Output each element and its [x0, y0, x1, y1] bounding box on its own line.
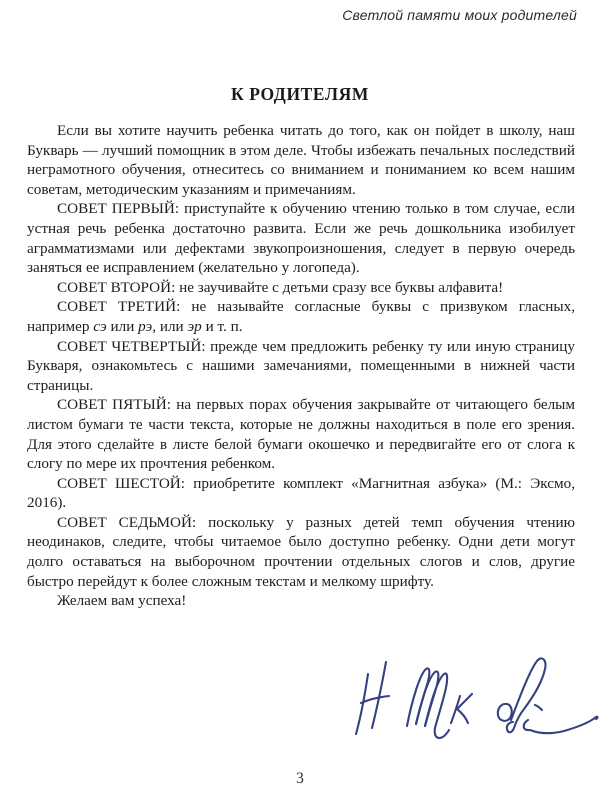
paragraph — [27, 474, 575, 513]
paragraph — [27, 278, 575, 298]
text-segment: Желаем вам успеха! — [57, 592, 187, 610]
text-segment: Если вы хотите научить ребенка читать до того, как он пойдет в школу, наш Букварь — лучший помощник в этом деле. Чтобы избежать печальных последствий неграмотного обучения, отнеситесь со вниманием и пониманием ко всем нашим советам, методическим указаниям и примечаниям. — [27, 122, 575, 198]
text-segment: СОВЕТ ЧЕТВЕРТЫЙ: прежде чем предложить ребенку ту или иную страницу Букваря, ознакомьтесь с нашими замечаниями, помещенными в нижней части страницы. — [27, 337, 575, 394]
signature-stroke — [372, 662, 386, 728]
paragraph — [27, 199, 575, 277]
paragraph — [27, 591, 575, 611]
text-segment: или — [106, 317, 139, 335]
text-segment: и т. п. — [201, 317, 243, 335]
text-segment: СОВЕТ ШЕСТОЙ: приобретите комплект «Магнитная азбука» (М.: Эксмо, 2016). — [27, 474, 575, 512]
signature-stroke — [535, 705, 542, 710]
signature-handwriting-icon — [350, 654, 600, 754]
text-segment: СОВЕТ ПЯТЫЙ: на первых порах обучения закрывайте от читающего белым листом бумаги те части текста, которые не должны находиться в поле его зрения. Для этого сделайте в листе белой бумаги окошечко и передвигайте его от слога к слогу по мере их прочтения ребенком. — [27, 396, 575, 473]
text-segment: СОВЕТ ПЕРВЫЙ: приступайте к обучению чтению только в том случае, если устная речь ребенка достаточно развита. Если же речь дошкольника изобилует аграмматизмами или дефектами звукопроизношения, следует в первую очередь заняться ее исправлением (желательно у логопеда). — [27, 200, 575, 277]
signature-stroke — [498, 704, 512, 721]
page-number: 3 — [296, 770, 304, 787]
text-segment: эр — [187, 317, 202, 335]
paragraph — [27, 337, 575, 396]
text-segment: сэ — [93, 317, 107, 335]
paragraph — [27, 395, 575, 473]
paragraph — [27, 297, 575, 336]
text-segment: СОВЕТ ВТОРОЙ: не заучивайте с детьми сразу все буквы алфавита! — [57, 278, 504, 296]
signature-stroke — [524, 717, 598, 733]
paragraph — [27, 513, 575, 591]
dedication-text: Светлой памяти моих родителей — [342, 7, 577, 23]
text-segment: СОВЕТ ТРЕТИЙ: не называйте согласные буквы с призвуком гласных, например — [27, 298, 575, 335]
paragraph — [27, 121, 575, 199]
text-segment: , или — [152, 317, 188, 335]
text-segment: СОВЕТ СЕДЬМОЙ: поскольку у разных детей темп обучения чтению неодинаков, следите, чтобы читаемое было доступно ребенку. Одни дети могут долго оставаться на выборочном прочтении отдельных слогов и слов, другие быстро перейдут к более сложным текстам и мелкому шрифту. — [27, 513, 575, 590]
text-segment: рэ — [138, 317, 153, 335]
body-text — [27, 121, 575, 611]
page-title: К РОДИТЕЛЯМ — [231, 84, 369, 104]
signature-stroke — [356, 674, 368, 734]
